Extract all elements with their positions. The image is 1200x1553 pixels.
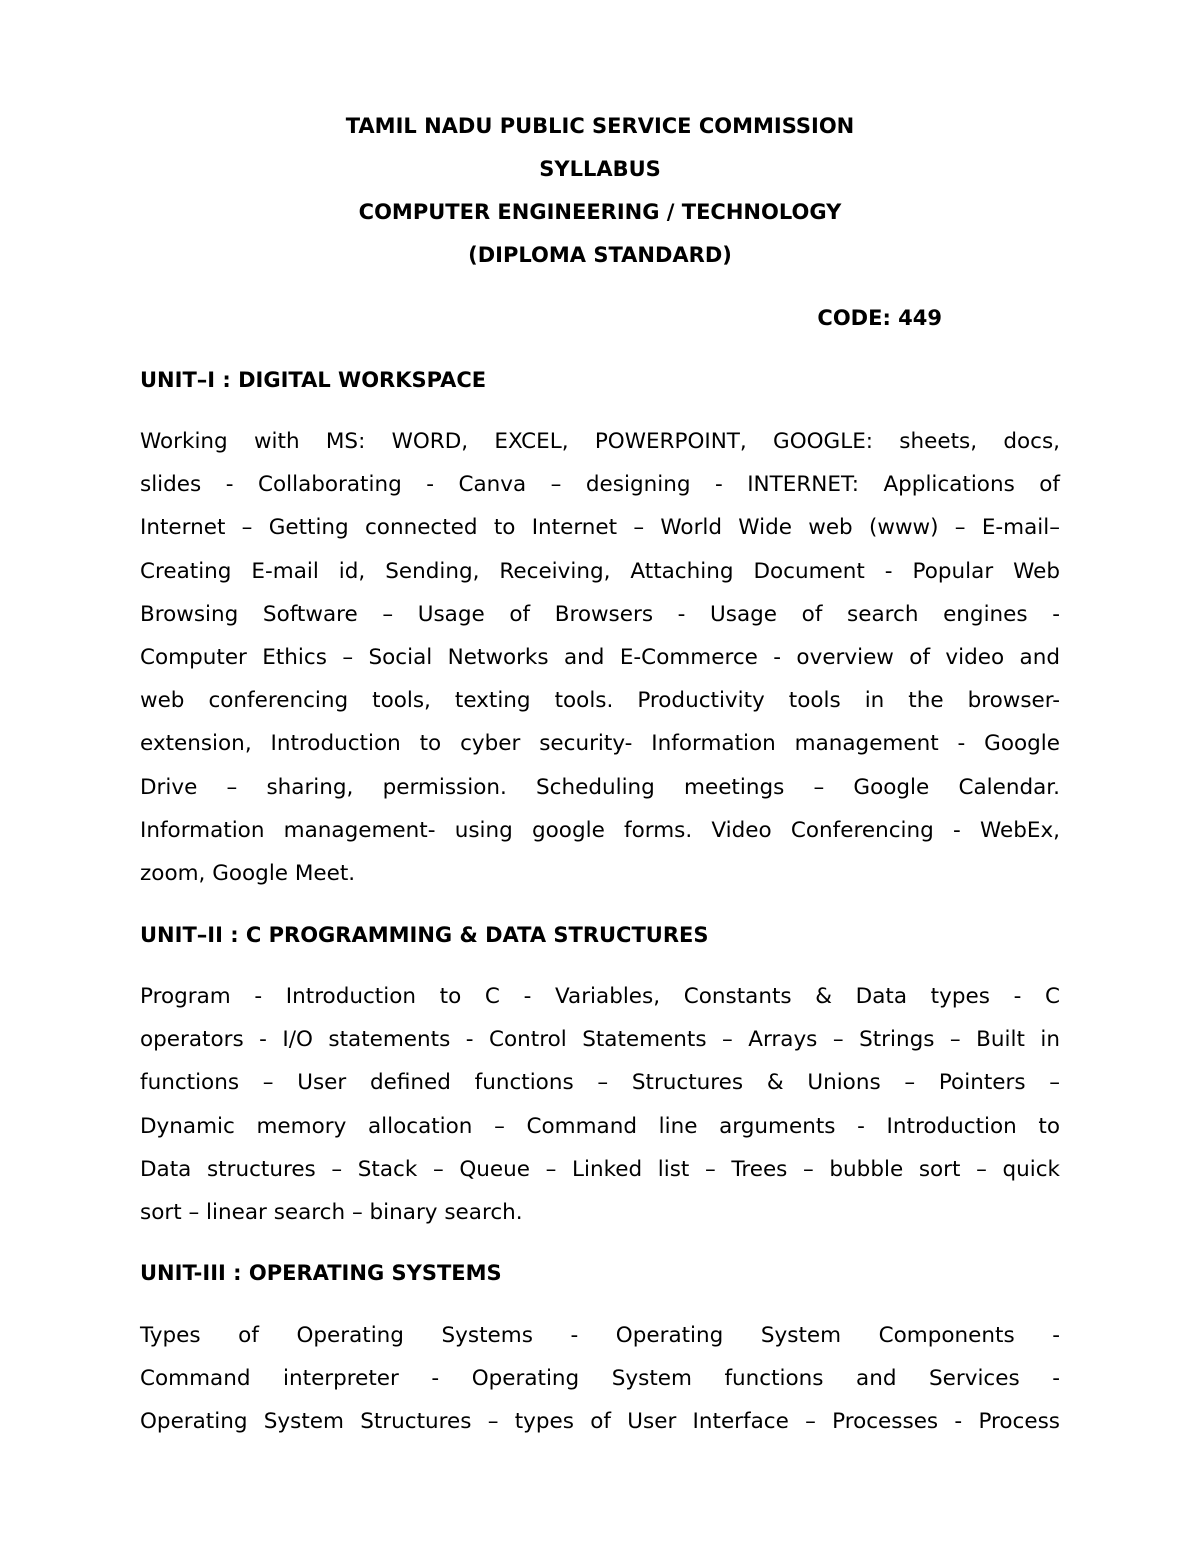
text-line: Data structures – Stack – Queue – Linked list – Trees – bubble sort – quick: [140, 1156, 1060, 1182]
text-line: Types of Operating Systems - Operating System Components -: [140, 1323, 1060, 1348]
text-line: functions – User defined functions – Structures & Unions – Pointers –: [140, 1070, 1060, 1096]
text-line: sort – linear search – binary search.: [140, 1199, 523, 1225]
unit-2-body: [140, 982, 1060, 1241]
text-line: Operating System Structures – types of User Interface – Processes - Process: [140, 1409, 1060, 1435]
text-line: zoom, Google Meet.: [140, 860, 356, 886]
unit-1-body: [140, 427, 1060, 902]
unit-1-heading: UNIT–I : DIGITAL WORKSPACE: [140, 368, 487, 392]
header-subject: COMPUTER ENGINEERING / TECHNOLOGY: [358, 200, 842, 224]
text-line: operators - I/O statements - Control Statements – Arrays – Strings – Built in: [140, 1027, 1060, 1053]
text-line: web conferencing tools, texting tools. Productivity tools in the browser-: [140, 688, 1060, 714]
unit-3-heading: UNIT-III : OPERATING SYSTEMS: [140, 1261, 502, 1285]
text-line: Creating E-mail id, Sending, Receiving, Attaching Document - Popular Web: [140, 558, 1060, 584]
text-line: Command interpreter - Operating System functions and Services -: [140, 1366, 1060, 1392]
text-line: Working with MS: WORD, EXCEL, POWERPOINT, GOOGLE: sheets, docs,: [140, 429, 1060, 454]
text-line: Dynamic memory allocation – Command line arguments - Introduction to: [140, 1113, 1060, 1139]
text-line: slides - Collaborating - Canva – designing - INTERNET: Applications of: [140, 472, 1060, 498]
text-line: Program - Introduction to C - Variables, Constants & Data types - C: [140, 984, 1060, 1009]
text-line: extension, Introduction to cyber security- Information management - Google: [140, 731, 1060, 757]
header-organization: TAMIL NADU PUBLIC SERVICE COMMISSION: [345, 114, 855, 138]
text-line: Computer Ethics – Social Networks and E-Commerce - overview of video and: [140, 644, 1060, 670]
text-line: Internet – Getting connected to Internet – World Wide web (www) – E-mail–: [140, 515, 1060, 541]
text-line: Drive – sharing, permission. Scheduling meetings – Google Calendar.: [140, 774, 1060, 800]
subject-code: CODE: 449: [817, 306, 942, 330]
text-line: Information management- using google forms. Video Conferencing - WebEx,: [140, 817, 1060, 843]
unit-2-heading: UNIT–II : C PROGRAMMING & DATA STRUCTURES: [140, 923, 709, 947]
text-line: Browsing Software – Usage of Browsers - Usage of search engines -: [140, 601, 1060, 627]
unit-3-body: [140, 1321, 1060, 1451]
header-standard: (DIPLOMA STANDARD): [468, 243, 732, 267]
header-syllabus: SYLLABUS: [539, 157, 661, 181]
